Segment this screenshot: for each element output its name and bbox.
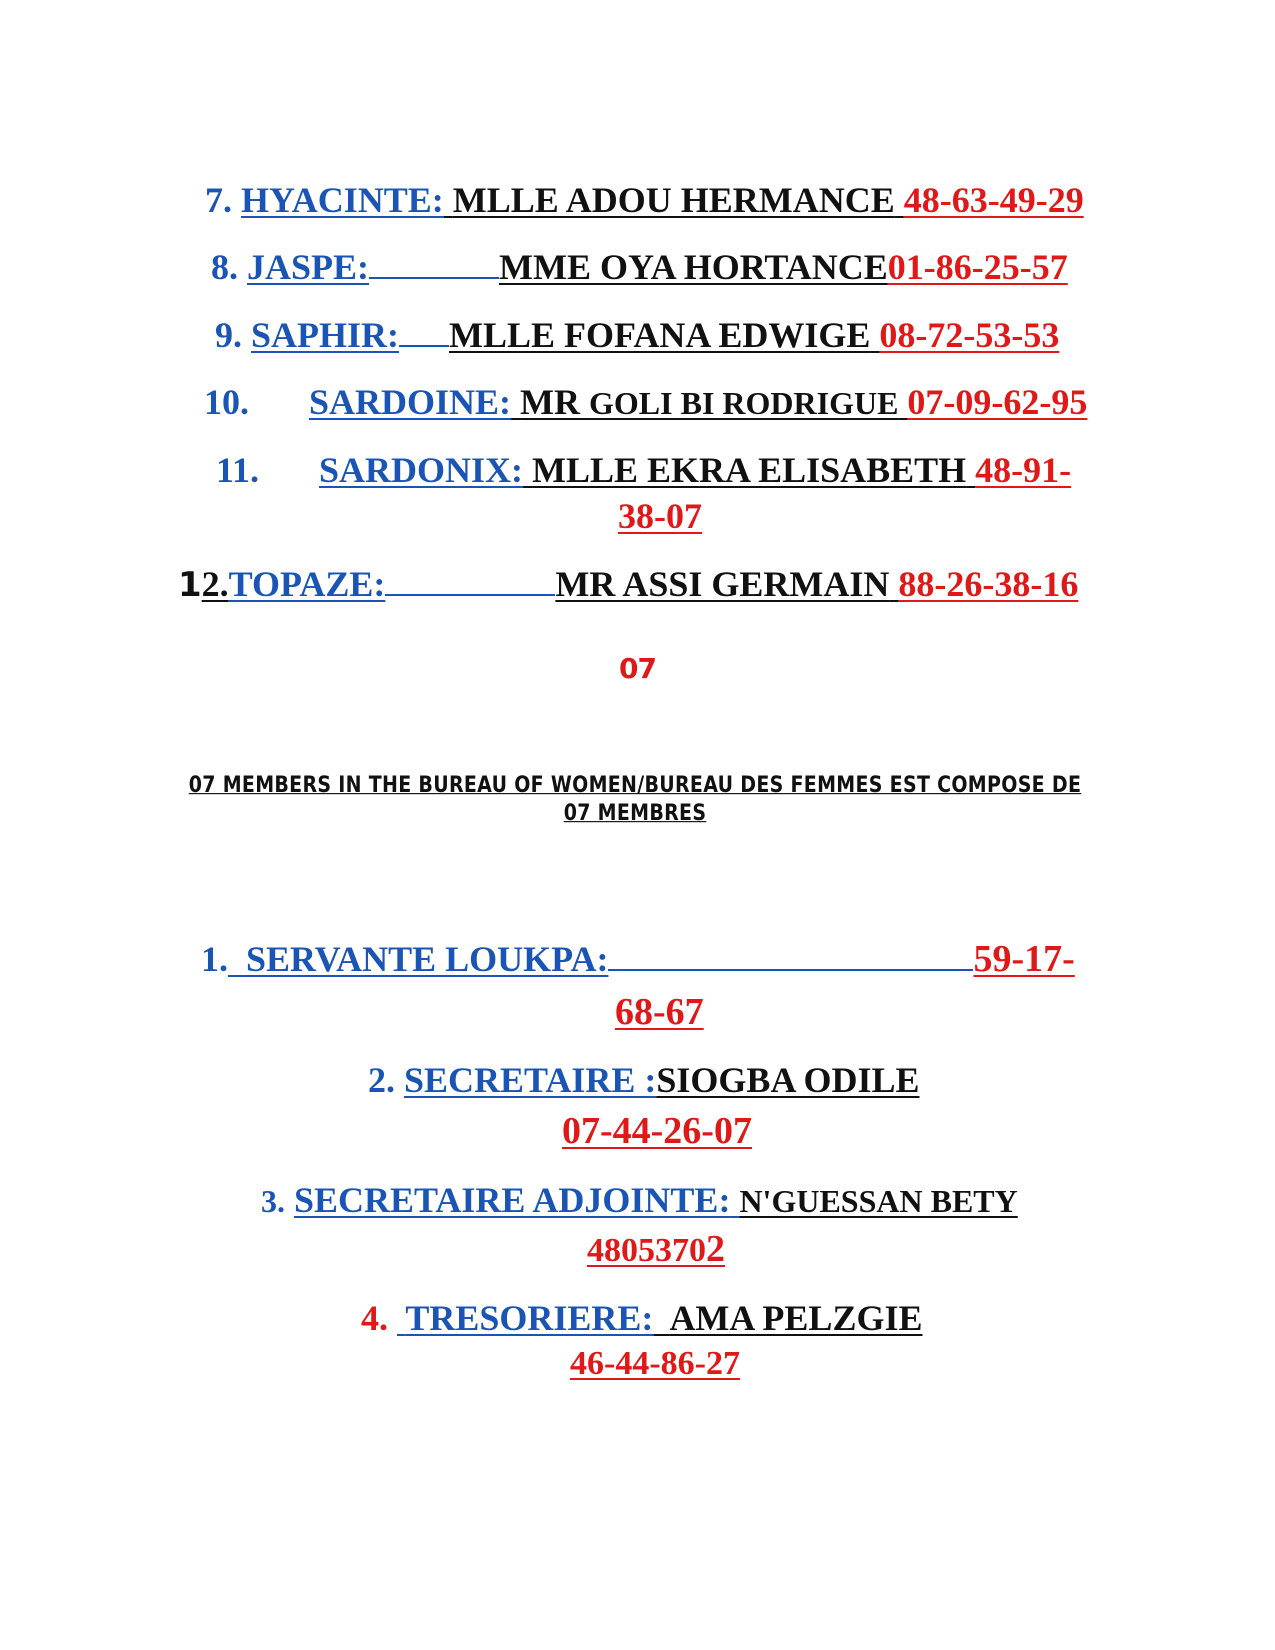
- member-number: 9.: [215, 315, 242, 355]
- member-name: MR ASSI GERMAIN: [555, 564, 890, 604]
- member-number: 11.: [216, 450, 260, 490]
- women-bureau-heading-line1: 07 MEMBERS IN THE BUREAU OF WOMEN/BUREAU DES FEMMES EST COMPOSE DE: [188, 772, 1082, 798]
- member-number: 10.: [204, 382, 249, 422]
- women-role: SECRETAIRE ADJOINTE:: [294, 1180, 731, 1220]
- member-row-7: [187, 146, 1084, 218]
- member-role: SARDOINE:: [309, 382, 512, 422]
- member-phone: 88-26-38-16: [898, 564, 1079, 604]
- women-number: 4.: [361, 1298, 388, 1338]
- women-phone-main: 4805370: [587, 1232, 706, 1269]
- member-name-prefix: MR: [520, 382, 590, 422]
- women-name: AMA PELZGIE: [669, 1298, 923, 1338]
- member-number: 7.: [205, 180, 232, 220]
- member-number-rest: 2.: [201, 564, 229, 604]
- women-role: SERVANTE LOUKPA:: [246, 939, 609, 979]
- member-name: MLLE FOFANA EDWIGE: [449, 315, 871, 355]
- member-name: MME OYA HORTANCE: [499, 247, 888, 287]
- women-phone: 07-44-26-07: [562, 1110, 752, 1152]
- member-role: SAPHIR:: [251, 315, 400, 355]
- member-row-11-continued: [600, 462, 702, 534]
- member-phone-part2: 38-07: [618, 496, 702, 536]
- women-row-3-continued: [570, 1196, 725, 1268]
- women-phone-part2: 68-67: [615, 991, 704, 1033]
- member-phone: 08-72-53-53: [879, 315, 1060, 355]
- women-phone-last-digit: 2: [706, 1228, 725, 1270]
- member-phone-part1: 48-91-: [975, 450, 1072, 490]
- member-row-12: [160, 530, 1079, 605]
- member-role: HYACINTE:: [241, 180, 444, 220]
- member-name: GOLI BI RODRIGUE: [589, 385, 899, 421]
- member-phone: 01-86-25-57: [887, 247, 1068, 287]
- member-role: TOPAZE:: [228, 564, 386, 604]
- women-number: 1.: [201, 939, 228, 979]
- member-phone: 07-09-62-95: [907, 382, 1088, 422]
- women-phone: 46-44-86-27: [570, 1345, 740, 1382]
- women-number: 3.: [261, 1183, 285, 1219]
- member-phone: 48-63-49-29: [903, 180, 1084, 220]
- member-role: SARDONIX:: [319, 450, 524, 490]
- women-role: SECRETAIRE :: [404, 1060, 657, 1100]
- women-row-1-continued: [596, 955, 704, 1031]
- member-row-9: [197, 281, 1059, 353]
- women-name: N'GUESSAN BETY: [739, 1183, 1018, 1219]
- women-name: SIOGBA ODILE: [656, 1060, 920, 1100]
- women-phone-part1: 59-17-: [973, 938, 1075, 980]
- women-bureau-heading-line2: 07 MEMBRES: [563, 800, 707, 826]
- member-row-10: [186, 348, 1087, 420]
- women-row-4-continued: [553, 1313, 740, 1381]
- women-role: TRESORIERE:: [405, 1298, 654, 1338]
- member-role: JASPE:: [247, 247, 370, 287]
- women-number: 2.: [368, 1060, 395, 1100]
- women-row-2-continued: [543, 1074, 752, 1150]
- member-count-label: 07: [619, 652, 656, 685]
- member-name: MLLE ADOU HERMANCE: [452, 180, 895, 220]
- member-number-first-digit: 1: [178, 565, 202, 605]
- member-name: MLLE EKRA ELISABETH: [532, 450, 967, 490]
- member-number: 8.: [211, 247, 238, 287]
- member-row-8: [193, 213, 1068, 285]
